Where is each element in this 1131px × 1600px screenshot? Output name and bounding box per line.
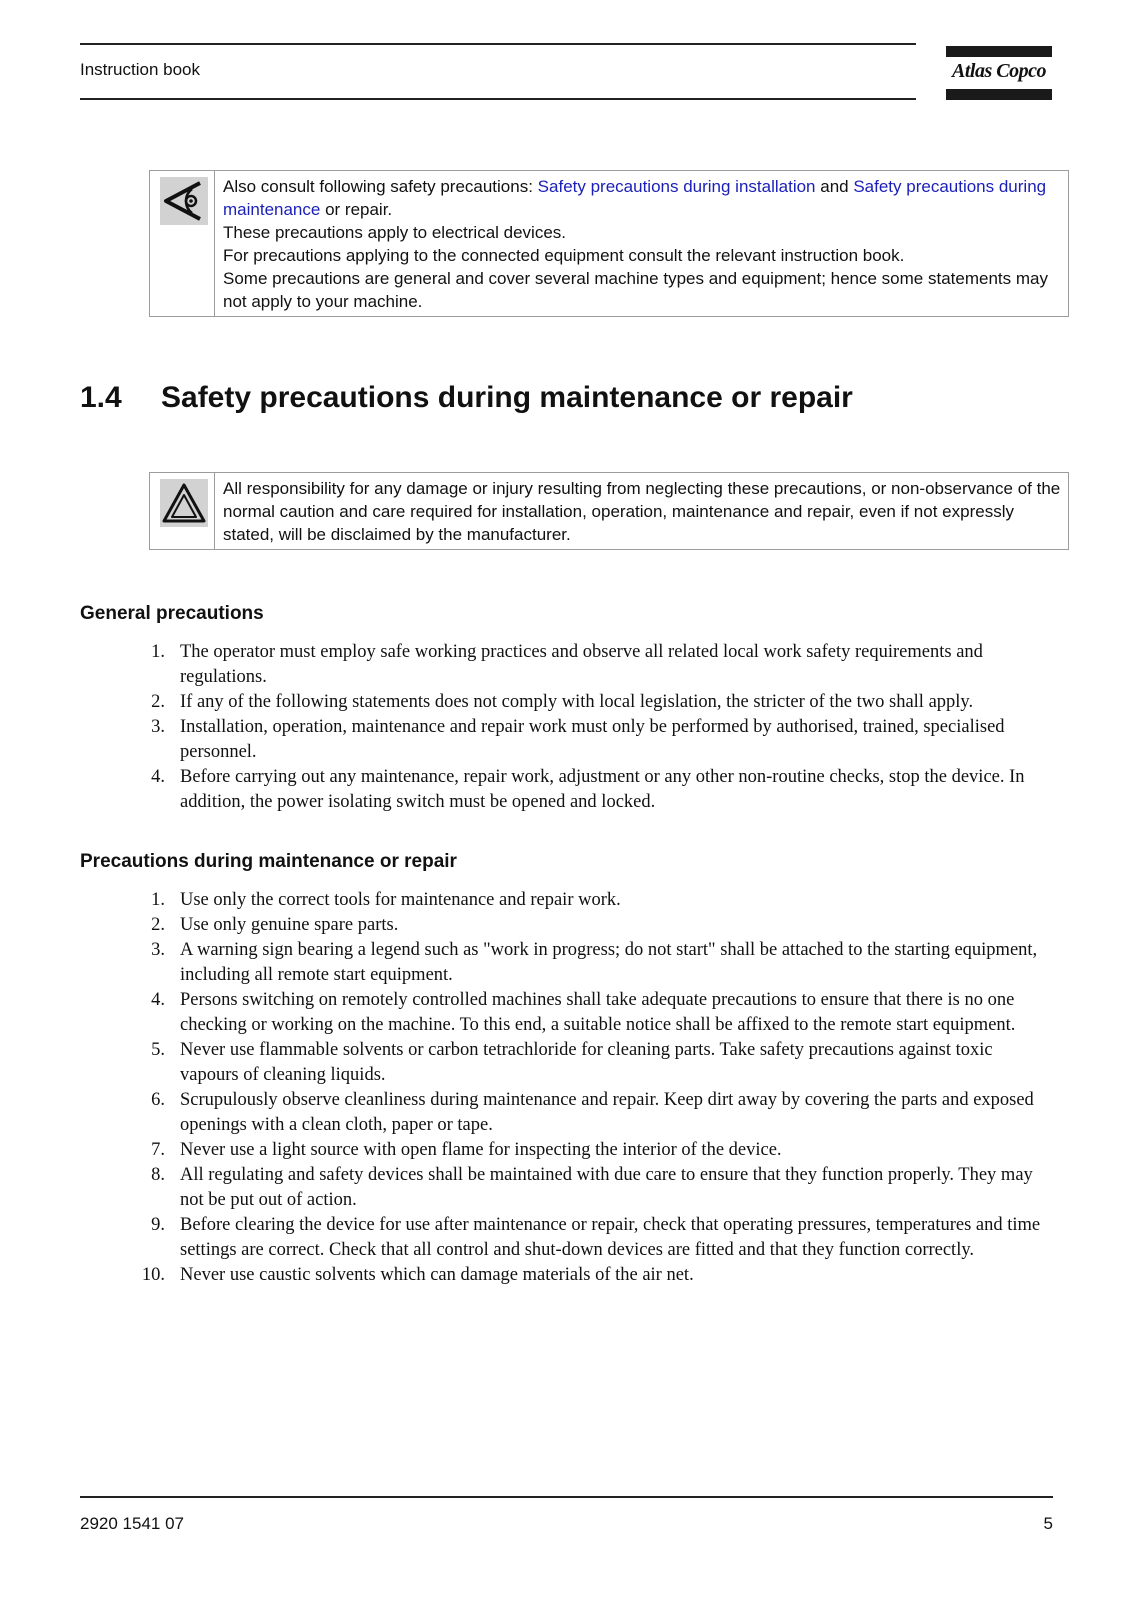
consult-notice — [149, 170, 1069, 317]
list-item-text: Before clearing the device for use after maintenance or repair, check that operating pressures, temperatures and time settings are correct. Check that all control and shut-down devices are fitted and that they function correctly. — [180, 1215, 1041, 1260]
list-item-text: Never use caustic solvents which can damage materials of the air net. — [180, 1265, 694, 1285]
consult-and: and — [815, 177, 854, 196]
list-item-text: All regulating and safety devices shall be maintained with due care to ensure that they function properly. They may not be put out of action. — [180, 1165, 1033, 1210]
document-title: Instruction book — [80, 60, 201, 79]
consult-intro: Also consult following safety precautions: — [223, 177, 538, 196]
section-heading — [80, 381, 853, 415]
page-number: 5 — [1043, 1514, 1053, 1533]
atlas-copco-logo — [946, 46, 1052, 100]
consult-suffix: or repair. — [320, 200, 393, 219]
notice-icon-cell — [150, 473, 215, 549]
list-item-number: 3. — [151, 717, 165, 737]
list-item-number: 7. — [151, 1140, 165, 1160]
list-item-number: 5. — [151, 1040, 165, 1060]
list-item-number: 6. — [151, 1090, 165, 1110]
list-item — [140, 913, 1052, 938]
list-item-number: 3. — [151, 940, 165, 960]
maintenance-precautions-heading: Precautions during maintenance or repair — [80, 851, 457, 872]
list-item — [140, 1163, 1052, 1213]
list-item — [140, 1138, 1052, 1163]
list-item-number: 8. — [151, 1165, 165, 1185]
link-maintenance-precautions[interactable]: Safety precautions during maintenance — [223, 177, 1047, 219]
list-item-number: 1. — [151, 890, 165, 910]
list-item-text: If any of the following statements does not comply with local legislation, the stricter of the two shall apply. — [180, 692, 974, 712]
list-item — [140, 640, 1052, 690]
list-item-number: 4. — [151, 767, 165, 787]
link-installation-precautions[interactable]: Safety precautions during installation — [537, 177, 816, 196]
section-title: Safety precautions during maintenance or repair — [161, 381, 853, 414]
list-item-text: Use only the correct tools for maintenance and repair work. — [180, 890, 621, 910]
list-item-number: 10. — [141, 1265, 165, 1285]
list-item — [140, 988, 1052, 1038]
consult-intro-line — [223, 175, 1062, 221]
list-item-text: Use only genuine spare parts. — [180, 915, 399, 935]
list-item — [140, 765, 1052, 815]
consult-line-2: These precautions apply to electrical devices. — [223, 223, 567, 242]
list-item-number: 4. — [151, 990, 165, 1010]
eye-icon — [160, 177, 208, 225]
consult-line-3: For precautions applying to the connected equipment consult the relevant instruction book. — [223, 246, 905, 265]
list-item-text: Persons switching on remotely controlled machines shall take adequate precautions to ensure that there is no one checking or working on the machine. To this end, a suitable notice shall be affixed to the remote start equipment. — [180, 990, 1016, 1035]
footer-rule — [80, 1496, 1053, 1498]
list-item-text: Scrupulously observe cleanliness during maintenance and repair. Keep dirt away by covering the parts and exposed openings with a clean cloth, paper or tape. — [180, 1090, 1034, 1135]
consult-line-4: Some precautions are general and cover several machine types and equipment; hence some statements may not apply to your machine. — [223, 269, 1048, 311]
consult-notice-text — [223, 171, 1068, 316]
list-item-text: Never use flammable solvents or carbon tetrachloride for cleaning parts. Take safety precautions against toxic vapours of cleaning liquids. — [180, 1040, 993, 1085]
list-item — [140, 1088, 1052, 1138]
notice-icon-cell — [150, 171, 215, 316]
header-rule-top — [80, 43, 916, 45]
warning-triangle-icon — [160, 479, 208, 527]
warning-notice — [149, 472, 1069, 550]
document-number: 2920 1541 07 — [80, 1514, 184, 1533]
list-item-text: A warning sign bearing a legend such as "work in progress; do not start" shall be attached to the starting equipment, including all remote start equipment. — [180, 940, 1038, 985]
maintenance-precautions-list — [140, 888, 1052, 1288]
list-item — [140, 1213, 1052, 1263]
section-number: 1.4 — [80, 381, 122, 414]
header-rule-bottom — [80, 98, 916, 100]
list-item — [140, 938, 1052, 988]
logo-bar-top — [946, 46, 1052, 57]
list-item-number: 1. — [151, 642, 165, 662]
general-precautions-list — [140, 640, 1052, 815]
list-item — [140, 888, 1052, 913]
general-precautions-heading: General precautions — [80, 603, 264, 624]
list-item-number: 2. — [151, 915, 165, 935]
list-item-text: Before carrying out any maintenance, repair work, adjustment or any other non-routine checks, stop the device. In addition, the power isolating switch must be opened and locked. — [180, 767, 1025, 812]
list-item-number: 9. — [151, 1215, 165, 1235]
warning-notice-text: All responsibility for any damage or injury resulting from neglecting these precautions, or non-observance of the normal caution and care required for installation, operation, maintenance and repair, even if not expressly stated, will be disclaimed by the manufacturer. — [223, 479, 1061, 544]
list-item-text: Installation, operation, maintenance and repair work must only be performed by authorised, trained, specialised personnel. — [180, 717, 1005, 762]
list-item — [140, 1038, 1052, 1088]
list-item — [140, 715, 1052, 765]
list-item — [140, 1263, 1052, 1288]
list-item-text: The operator must employ safe working practices and observe all related local work safety requirements and regulations. — [180, 642, 983, 687]
logo-bar-bottom — [946, 89, 1052, 100]
logo-text: Atlas Copco — [952, 60, 1046, 82]
list-item-number: 2. — [151, 692, 165, 712]
list-item — [140, 690, 1052, 715]
list-item-text: Never use a light source with open flame for inspecting the interior of the device. — [180, 1140, 782, 1160]
